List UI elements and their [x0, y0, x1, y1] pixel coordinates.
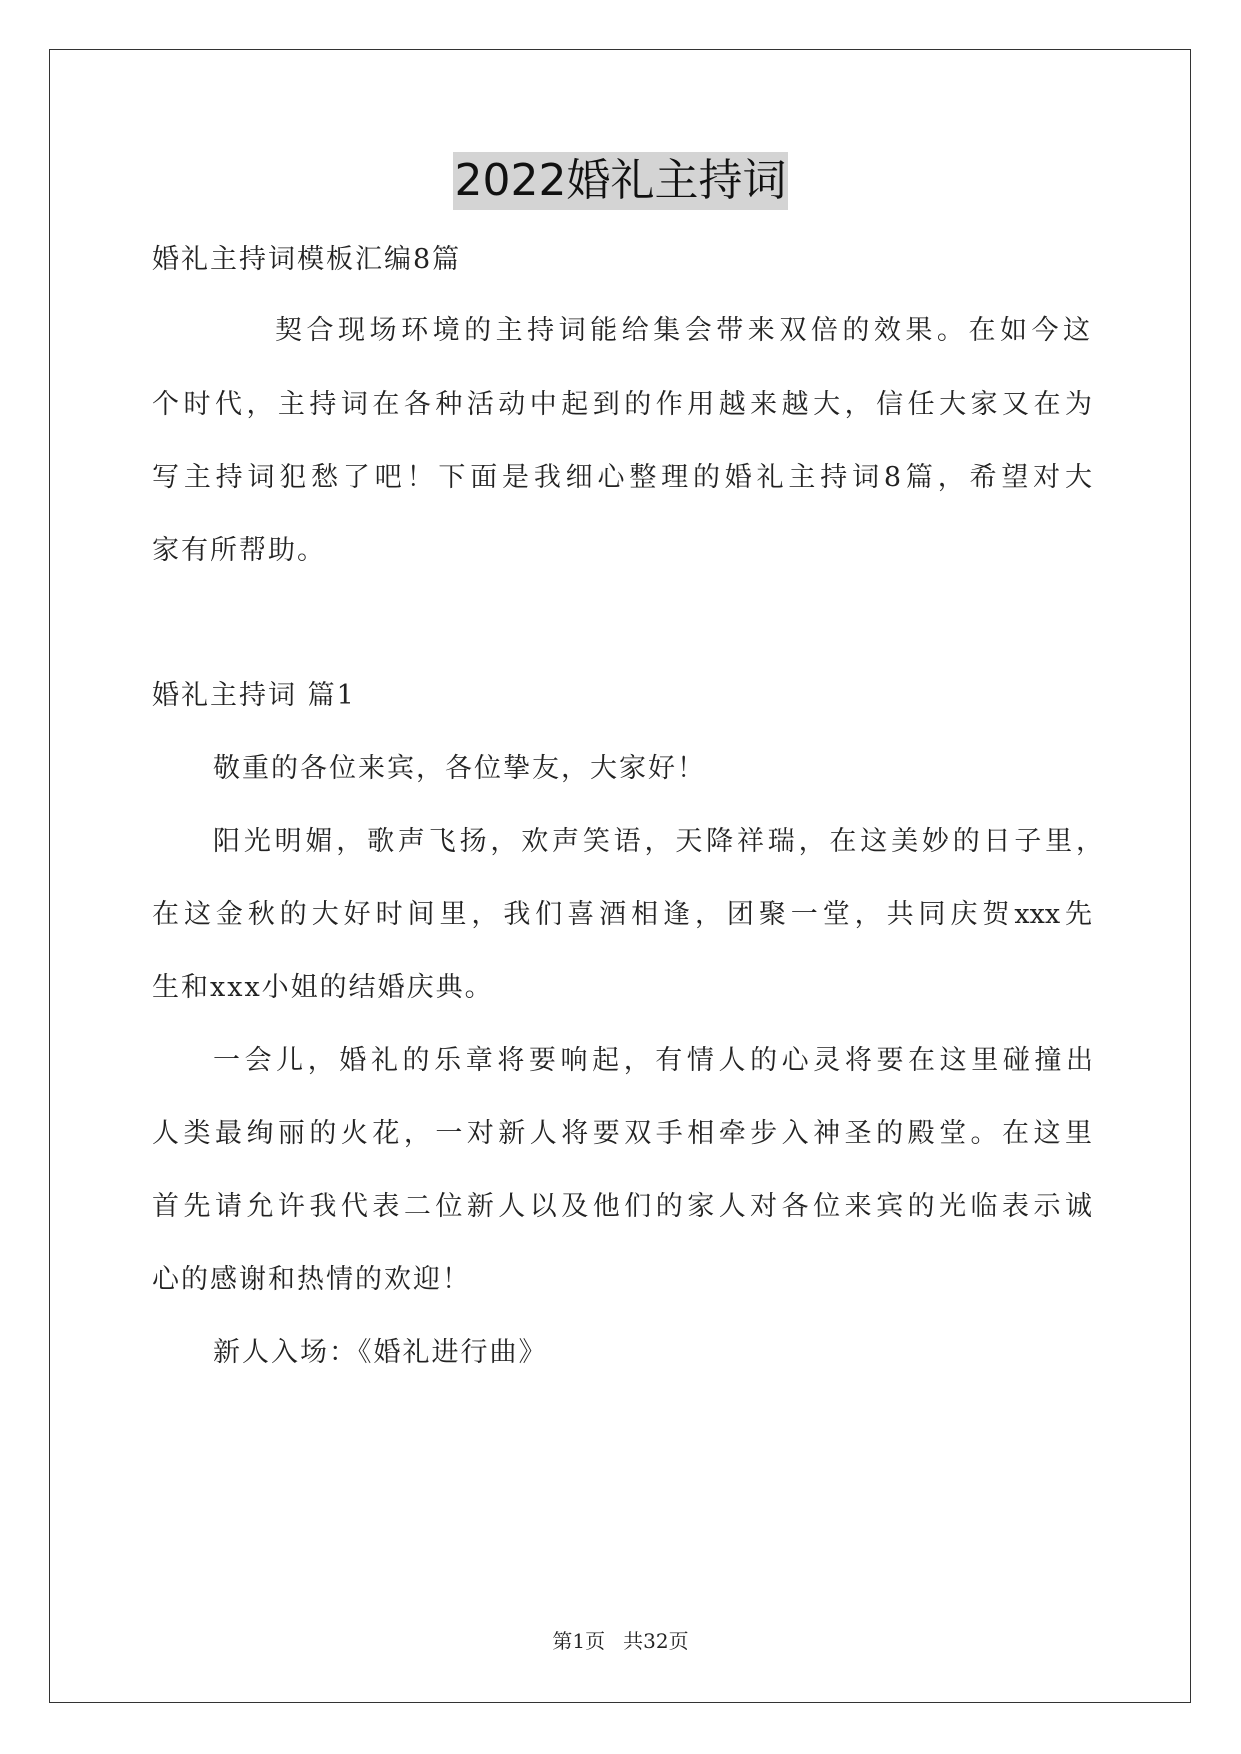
- page-border: [49, 49, 1191, 1703]
- intro-line-3: 写主持词犯愁了吧！下面是我细心整理的婚礼主持词8篇，希望对大: [152, 462, 1092, 493]
- document-title: 2022婚礼主持词: [453, 152, 789, 210]
- page-footer: [0, 1627, 1241, 1655]
- body-line-5: 一会儿，婚礼的乐章将要响起，有情人的心灵将要在这里碰撞出: [213, 1045, 1093, 1076]
- page-total: 共32页: [623, 1629, 689, 1653]
- intro-line-2: 个时代，主持词在各种活动中起到的作用越来越大，信任大家又在为: [152, 389, 1092, 420]
- intro-line-4: 家有所帮助。: [152, 535, 326, 566]
- body-line-8: 心的感谢和热情的欢迎！: [152, 1264, 471, 1295]
- body-line-1: 敬重的各位来宾，各位挚友，大家好！: [213, 753, 706, 784]
- page-number: 第1页: [552, 1629, 606, 1653]
- intro-line-1: 契合现场环境的主持词能给集会带来双倍的效果。在如今这: [275, 315, 1090, 346]
- body-line-4: 生和xxx小姐的结婚庆典。: [152, 972, 494, 1003]
- document-subtitle: 婚礼主持词模板汇编8篇: [152, 244, 462, 275]
- body-line-2: 阳光明媚，歌声飞扬，欢声笑语，天降祥瑞，在这美妙的日子里，: [213, 826, 1103, 857]
- body-line-7: 首先请允许我代表二位新人以及他们的家人对各位来宾的光临表示诚: [152, 1191, 1092, 1222]
- section-heading: 婚礼主持词 篇1: [152, 680, 356, 711]
- body-line-9: 新人入场：《婚礼进行曲》: [213, 1337, 548, 1368]
- document-title-wrapper: [0, 152, 1241, 210]
- body-line-6: 人类最绚丽的火花，一对新人将要双手相牵步入神圣的殿堂。在这里: [152, 1118, 1092, 1149]
- body-line-3: 在这金秋的大好时间里，我们喜酒相逢，团聚一堂，共同庆贺xxx先: [152, 899, 1092, 930]
